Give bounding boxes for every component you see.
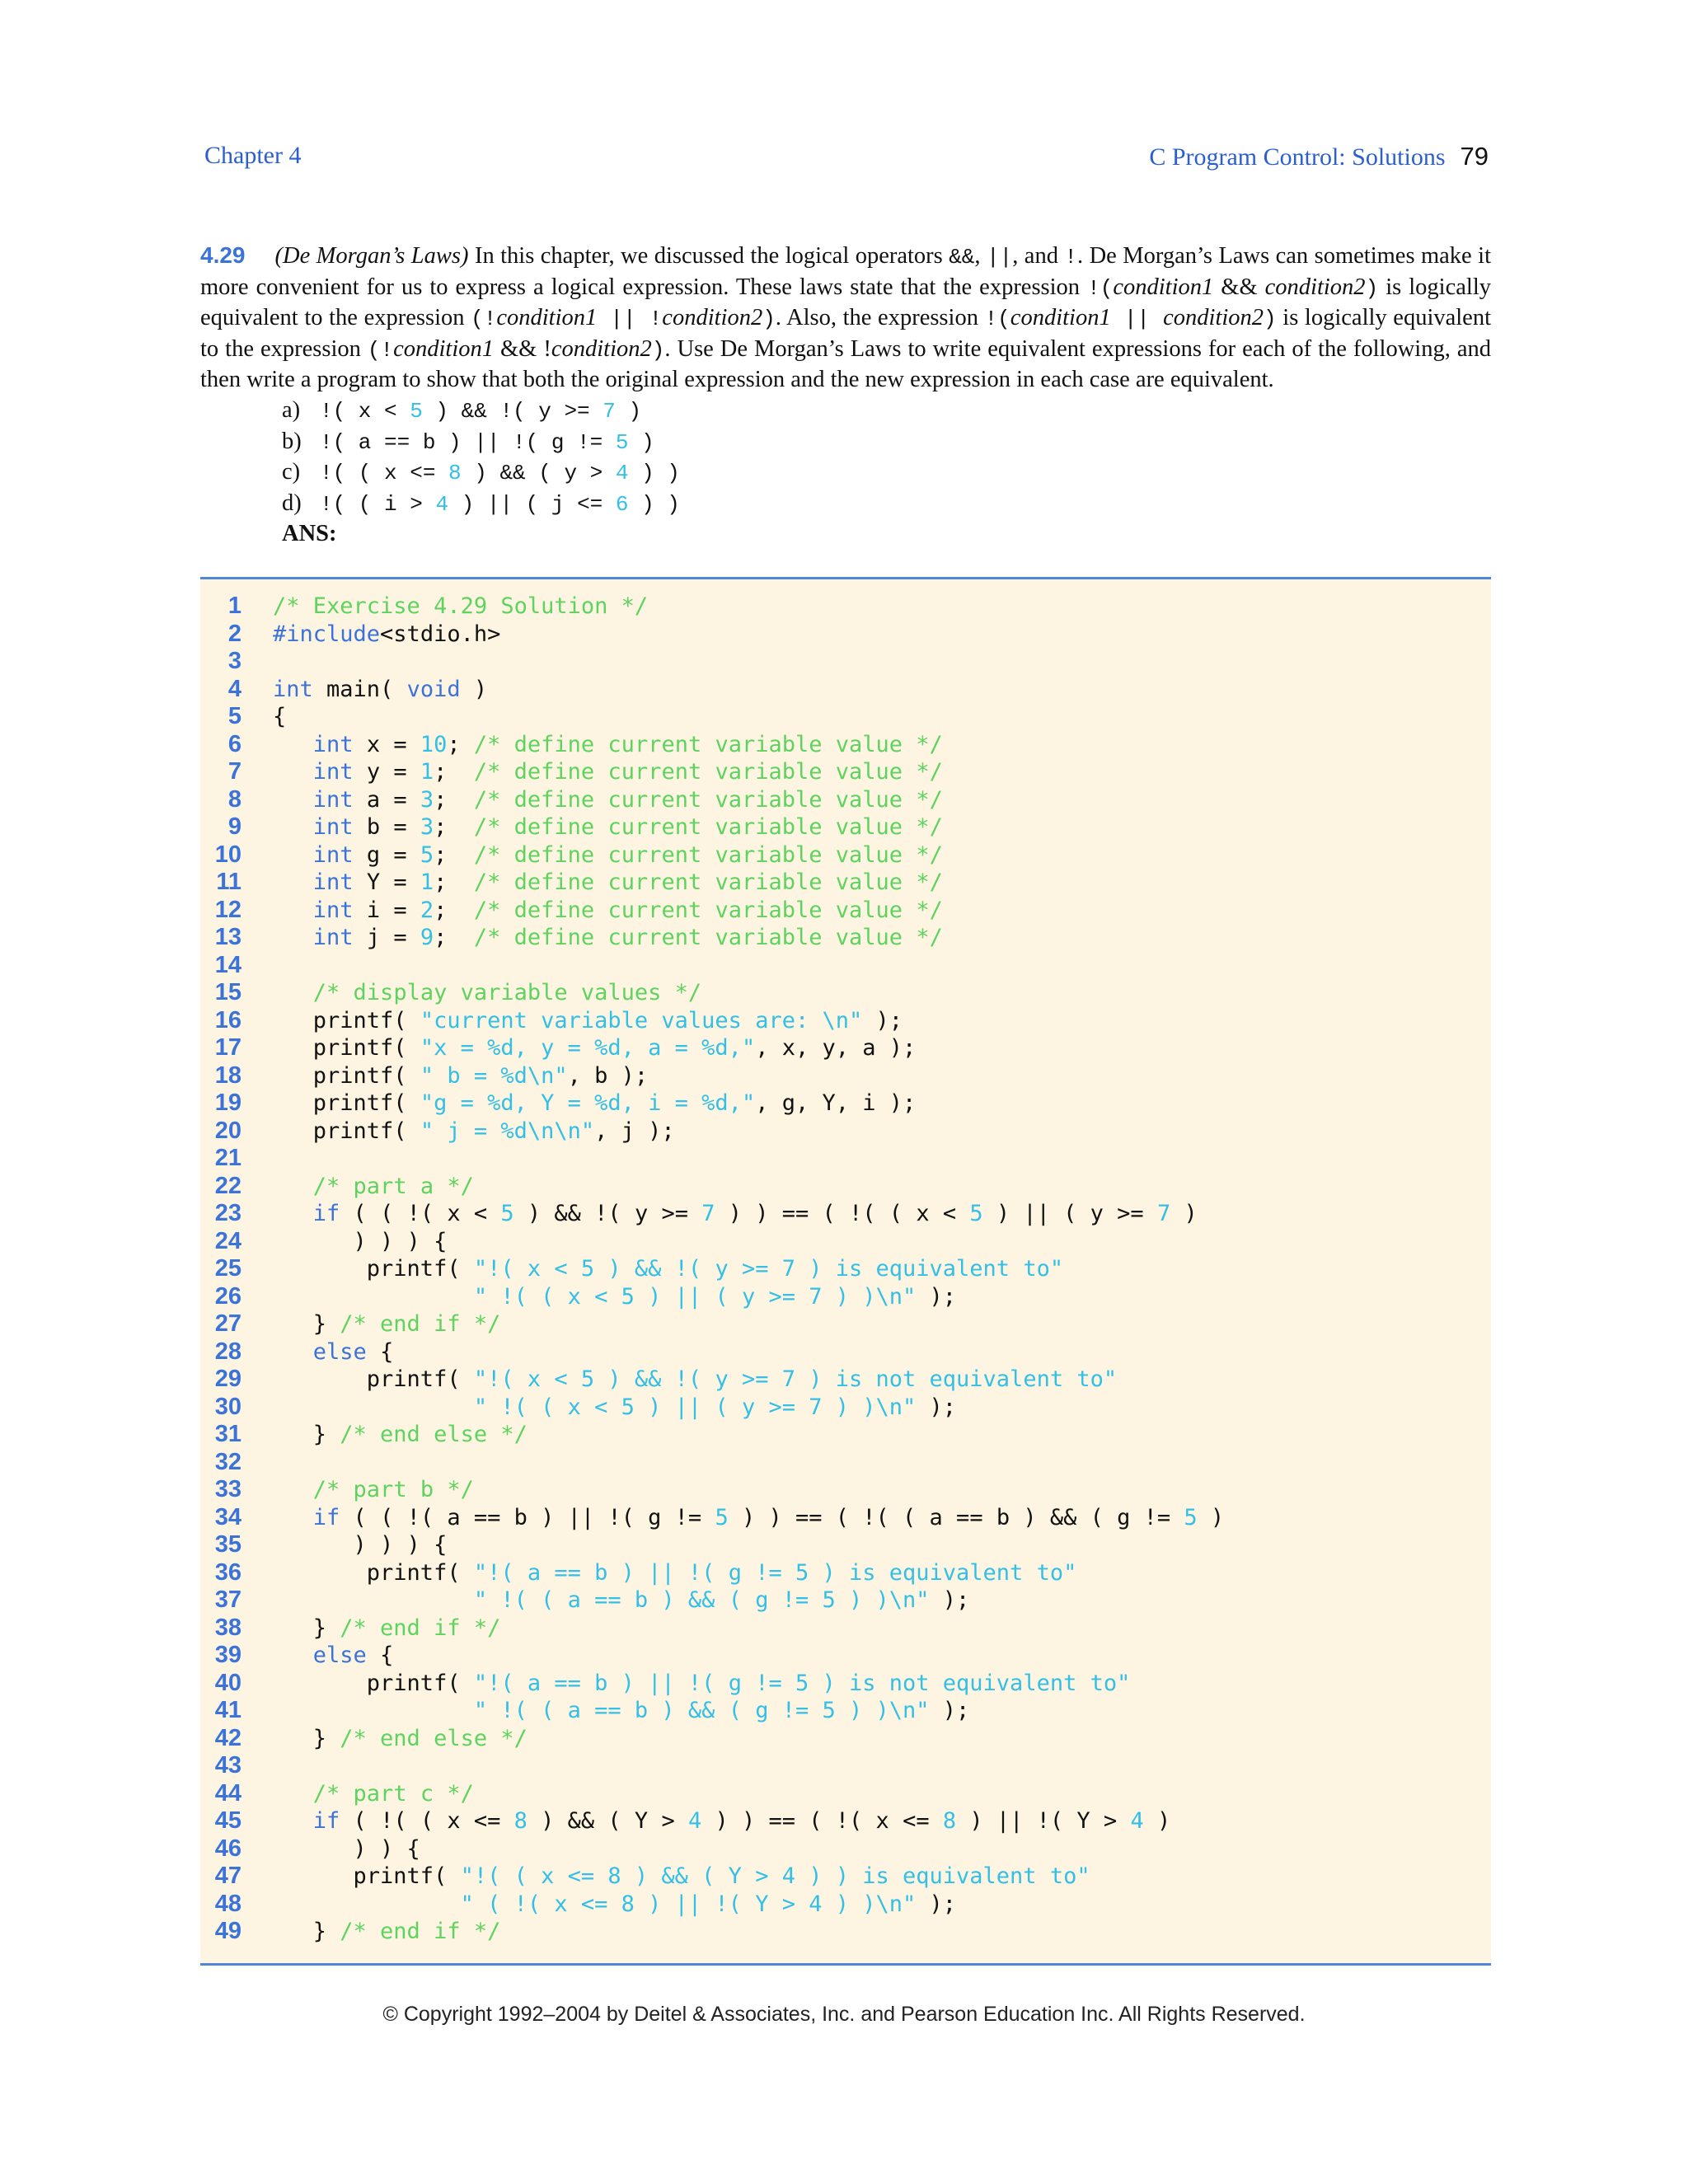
line-number: 16: [214, 1006, 241, 1033]
line-number: 28: [214, 1338, 241, 1365]
code-line: [200, 1559, 1491, 1587]
line-number: 20: [214, 1117, 241, 1144]
code-text: printf( "!( a == b ) || !( g != 5 ) is equivalent to": [273, 1559, 1077, 1586]
code-text: printf( "!( x < 5 ) && !( y >= 7 ) is not equivalent to": [273, 1366, 1118, 1392]
code-line: [200, 813, 1491, 841]
code-line: [200, 869, 1491, 897]
item-b: [282, 427, 680, 458]
code-text: " ( !( x <= 8 ) || !( Y > 4 ) )\n" );: [460, 1891, 957, 1917]
code-line: [200, 952, 1491, 980]
line-number: 44: [214, 1779, 241, 1807]
code-line: [200, 1531, 1491, 1559]
code-text: " !( ( a == b ) && ( g != 5 ) )\n" );: [473, 1698, 970, 1723]
text: . De Morgan’s Laws can sometimes make it more convenient for us to express a logical expression. These laws state that the expression: [200, 243, 1491, 300]
code-text: } /* end else */: [273, 1725, 528, 1751]
code-line: [200, 621, 1491, 649]
item-code: !( x < 5 ) && !( y >= 7 ): [320, 399, 642, 424]
term: condition2: [1163, 305, 1264, 330]
code-line: [200, 841, 1491, 869]
code-text: #include<stdio.h>: [273, 621, 501, 647]
line-number: 3: [227, 648, 241, 674]
line-number: 47: [214, 1863, 241, 1889]
code-text: " !( ( x < 5 ) || ( y >= 7 ) )\n" );: [473, 1394, 957, 1420]
term: condition2: [551, 335, 652, 362]
line-number: 31: [214, 1421, 241, 1447]
line-number: 32: [214, 1448, 241, 1475]
code-text: printf( "!( ( x <= 8 ) && ( Y > 4 ) ) is equivalent to": [273, 1863, 1090, 1889]
code-text: ) ) ) {: [273, 1228, 448, 1254]
code-text: int main( void ): [273, 676, 488, 702]
code-text: int Y = 1; /* define current variable value */: [312, 869, 943, 895]
code-line: [200, 979, 1491, 1007]
code-line: [200, 648, 1491, 676]
operator: ||: [1110, 307, 1164, 331]
code-text: int x = 10; /* define current variable value */: [312, 731, 943, 757]
operator: !: [1064, 245, 1078, 269]
code-text: if ( ( !( a == b ) || !( g != 5 ) ) == ( !( ( a == b ) && ( g != 5 ): [312, 1504, 1225, 1530]
item-code: !( ( i > 4 ) || ( j <= 6 ) ): [320, 491, 680, 517]
exercise-title: (De Morgan’s Laws): [274, 243, 469, 269]
code-line: [200, 1310, 1491, 1338]
code-line: [200, 1007, 1491, 1035]
code-line: [200, 1173, 1491, 1201]
code-line: [200, 1034, 1491, 1062]
code-listing: [200, 577, 1491, 1966]
code-line: [200, 676, 1491, 704]
line-number: 26: [214, 1282, 241, 1310]
code-line: [200, 1891, 1491, 1919]
text: . Use De Morgan’s Laws to write equivalent expressions for each of the following, and then write a program to show that both the original expression and the new expression in each case are equivalent.: [200, 335, 1491, 392]
line-number: 48: [214, 1890, 241, 1917]
line-number: 8: [227, 785, 241, 813]
operator: && !: [494, 335, 551, 362]
code-lines: [200, 593, 1491, 1946]
exercise-number: 4.29: [200, 242, 246, 268]
code-line: [200, 1780, 1491, 1808]
code-text: " !( ( x < 5 ) || ( y >= 7 ) )\n" );: [473, 1283, 957, 1310]
code-line: [200, 1338, 1491, 1366]
line-number: 38: [214, 1614, 241, 1641]
code: (!: [471, 307, 497, 331]
line-number: 4: [227, 675, 241, 702]
line-number: 41: [214, 1697, 241, 1723]
code-text: printf( "!( x < 5 ) && !( y >= 7 ) is equivalent to": [273, 1256, 1064, 1282]
code-text: else {: [312, 1643, 394, 1668]
code-line: [200, 1670, 1491, 1698]
line-number: 15: [214, 979, 241, 1005]
line-number: 27: [214, 1310, 241, 1337]
code-text: {: [273, 704, 287, 729]
operator: ||: [987, 245, 1013, 269]
code-line: [200, 703, 1491, 731]
code-line: [200, 1586, 1491, 1615]
code-text: /* part a */: [312, 1173, 474, 1199]
term: condition1: [1010, 305, 1111, 330]
running-header: [1149, 142, 1489, 171]
line-number: 30: [214, 1393, 241, 1420]
line-number: 1: [227, 593, 241, 619]
code-text: else {: [312, 1338, 394, 1365]
code-line: [200, 1752, 1491, 1780]
item-code: !( a == b ) || !( g != 5 ): [320, 429, 654, 455]
item-label: d): [282, 490, 302, 516]
code-line: [200, 897, 1491, 925]
item-c: [282, 457, 680, 489]
code-text: /* display variable values */: [312, 980, 702, 1005]
line-number: 6: [227, 730, 241, 757]
code-line: [200, 1725, 1491, 1753]
text: is logically equivalent to the expression: [200, 274, 1491, 330]
code-text: } /* end else */: [273, 1422, 528, 1447]
code-text: /* part b */: [312, 1477, 474, 1502]
code-line: [200, 1090, 1491, 1118]
code-text: ) ) ) {: [273, 1532, 448, 1558]
code-line: [200, 1366, 1491, 1394]
code-line: [200, 758, 1491, 786]
problem-statement: [200, 241, 1491, 396]
copyright-footer: © Copyright 1992–2004 by Deitel & Associates, Inc. and Pearson Education Inc. All Rights Reserved.: [382, 2003, 1306, 2026]
line-number: 42: [214, 1724, 241, 1751]
running-title: C Program Control: Solutions: [1149, 143, 1446, 171]
line-number: 39: [214, 1642, 241, 1668]
code-line: [200, 1807, 1491, 1835]
code-text: int b = 3; /* define current variable value */: [312, 814, 943, 840]
code: ): [1264, 307, 1277, 331]
item-label: c): [282, 459, 301, 485]
line-number: 46: [214, 1835, 241, 1862]
code-line: [200, 1394, 1491, 1422]
line-number: 23: [214, 1200, 241, 1226]
operator: &&: [949, 245, 975, 269]
item-label: a): [282, 397, 301, 423]
line-number: 18: [214, 1062, 241, 1089]
code-line: [200, 1228, 1491, 1256]
line-number: 17: [214, 1034, 241, 1061]
line-number: 9: [227, 813, 241, 840]
code-text: int i = 2; /* define current variable value */: [312, 897, 943, 923]
code-text: printf( "x = %d, y = %d, a = %d,", x, y, a );: [273, 1035, 917, 1061]
line-number: 43: [214, 1752, 241, 1779]
code-text: printf( "current variable values are: \n" );: [273, 1007, 903, 1033]
code: ): [1365, 275, 1379, 301]
code-line: [200, 1863, 1491, 1891]
code-line: [200, 1476, 1491, 1504]
term: condition1: [1113, 274, 1214, 300]
code-text: ) ) {: [273, 1835, 420, 1862]
text: is logically equivalent to the expression: [200, 305, 1491, 362]
code-line: [200, 924, 1491, 952]
page-number: 79: [1460, 142, 1489, 171]
line-number: 33: [214, 1476, 241, 1502]
code-text: /* Exercise 4.29 Solution */: [273, 593, 649, 619]
code-text: printf( " j = %d\n\n", j );: [273, 1118, 675, 1144]
line-number: 12: [214, 896, 241, 923]
code: !(: [984, 307, 1010, 331]
line-number: 7: [227, 758, 241, 785]
code-line: [200, 1918, 1491, 1946]
line-number: 49: [214, 1918, 241, 1944]
code-text: int g = 5; /* define current variable value */: [312, 841, 943, 868]
code-text: } /* end if */: [273, 1311, 501, 1337]
code-text: printf( " b = %d\n", b );: [273, 1062, 649, 1089]
item-code: !( ( x <= 8 ) && ( y > 4 ) ): [320, 461, 680, 485]
code: ): [651, 337, 665, 363]
code-text: int a = 3; /* define current variable value */: [312, 786, 943, 813]
code-text: printf( "g = %d, Y = %d, i = %d,", g, Y, i );: [273, 1090, 917, 1116]
code-line: [200, 1421, 1491, 1449]
exercise-items: [282, 396, 680, 550]
line-number: 13: [214, 924, 241, 950]
code: ): [762, 307, 776, 331]
chapter-label: Chapter 4: [204, 142, 302, 169]
line-number: 21: [214, 1145, 241, 1171]
line-number: 35: [214, 1531, 241, 1558]
line-number: 2: [227, 620, 241, 647]
code-line: [200, 1504, 1491, 1532]
code-text: if ( ( !( x < 5 ) && !( y >= 7 ) ) == ( !( ( x < 5 ) || ( y >= 7 ): [312, 1201, 1198, 1226]
code-line: [200, 1449, 1491, 1477]
code-line: [200, 593, 1491, 621]
line-number: 40: [214, 1669, 241, 1696]
code-line: [200, 786, 1491, 814]
line-number: 45: [214, 1807, 241, 1834]
code: !(: [1087, 275, 1114, 301]
code-line: [200, 1145, 1491, 1173]
code: (!: [367, 337, 394, 363]
term: condition2: [1264, 274, 1366, 300]
code-text: if ( !( ( x <= 8 ) && ( Y > 4 ) ) == ( !( x <= 8 ) || !( Y > 4 ): [312, 1808, 1171, 1834]
term: condition1: [496, 305, 598, 330]
code-line: [200, 1118, 1491, 1146]
code-line: [200, 1835, 1491, 1863]
code-line: [200, 731, 1491, 759]
code-line: [200, 1615, 1491, 1643]
code-text: " !( ( a == b ) && ( g != 5 ) )\n" );: [473, 1587, 970, 1613]
line-number: 5: [227, 703, 241, 729]
code-line: [200, 1697, 1491, 1725]
line-number: 14: [214, 951, 241, 978]
item-d: [282, 489, 680, 520]
code-text: } /* end if */: [273, 1615, 501, 1641]
line-number: 29: [214, 1366, 241, 1392]
text: ,: [974, 243, 987, 269]
item-a: [282, 396, 680, 427]
line-number: 22: [214, 1172, 241, 1199]
code-text: int y = 1; /* define current variable value */: [312, 759, 943, 785]
line-number: 34: [214, 1503, 241, 1530]
line-number: 11: [216, 869, 241, 895]
code-line: [200, 1200, 1491, 1228]
code-text: printf( "!( a == b ) || !( g != 5 ) is not equivalent to": [273, 1670, 1131, 1696]
text: . Also, the expression: [775, 305, 985, 330]
text: In this chapter, we discussed the logical operators: [468, 243, 950, 269]
line-number: 24: [214, 1227, 241, 1254]
term: condition1: [393, 335, 495, 362]
operator: &&: [1213, 274, 1265, 300]
code-line: [200, 1255, 1491, 1283]
item-label: b): [282, 428, 302, 454]
line-number: 10: [214, 841, 241, 868]
line-number: 37: [214, 1586, 241, 1613]
operator: || !: [597, 307, 663, 331]
term: condition2: [662, 305, 763, 330]
code-line: [200, 1283, 1491, 1311]
code-line: [200, 1062, 1491, 1090]
code-text: } /* end if */: [273, 1919, 501, 1944]
code-text: /* part c */: [312, 1780, 474, 1807]
line-number: 36: [214, 1558, 241, 1586]
text: , and: [1012, 243, 1065, 269]
code-text: int j = 9; /* define current variable value */: [312, 925, 943, 950]
answer-label: ANS:: [282, 521, 337, 546]
line-number: 25: [214, 1255, 241, 1282]
line-number: 19: [214, 1090, 241, 1116]
code-line: [200, 1642, 1491, 1670]
